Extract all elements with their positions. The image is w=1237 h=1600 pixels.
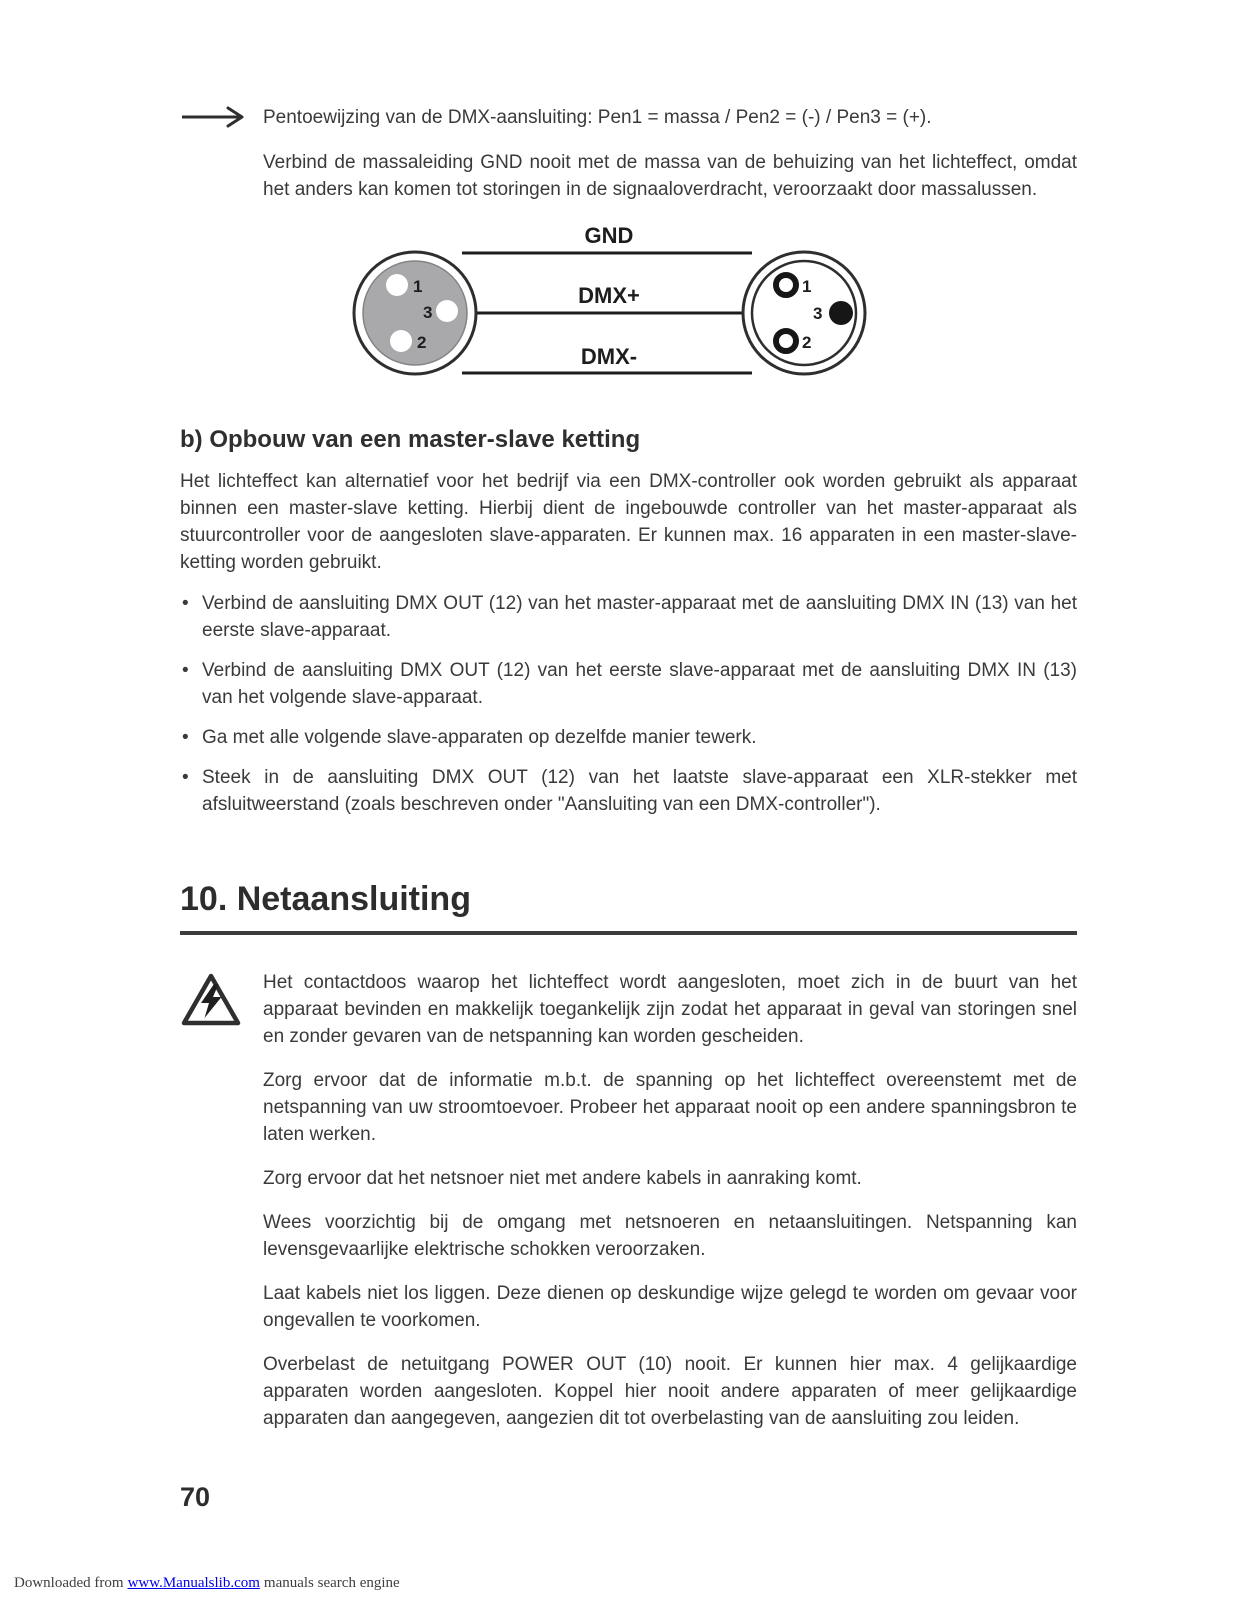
female-pin-1 (776, 275, 796, 295)
pin-assignment-text: Pentoewijzing van de DMX-aansluiting: Pen1 = massa / Pen2 = (-) / Pen3 = (+). (263, 107, 932, 128)
mains-warning-section (180, 969, 1077, 1449)
xlr-female-connector (743, 252, 865, 374)
female-pin-2-label: 2 (802, 333, 812, 352)
arrow-icon-column (180, 104, 263, 133)
master-slave-bullet-list (180, 590, 1077, 818)
male-pin-1 (386, 274, 408, 296)
body-paragraph: Wees voorzichtig bij de omgang met netsnoeren en netaansluitingen. Netspanning kan levensgevaarlijke elektrische schokken veroorzaken. (263, 1212, 1077, 1260)
gnd-warning-text: Verbind de massaleiding GND nooit met de massa van de behuizing van het lichteffect, omdat het anders kan komen tot storingen in de signaaloverdracht, veroorzaakt door massalussen. (263, 152, 1077, 200)
xlr-male-connector (354, 252, 476, 374)
section-10-heading: 10. Netaansluiting (180, 880, 1077, 935)
footer-prefix: Downloaded from (14, 1575, 124, 1591)
male-pin-2 (390, 330, 412, 352)
body-paragraph: Zorg ervoor dat de informatie m.b.t. de spanning op het lichteffect overeenstemt met de netspanning van uw stroomtoevoer. Probeer het apparaat nooit op een andere spanningsbron te laten werken. (263, 1070, 1077, 1145)
xlr-diagram-svg (352, 221, 872, 389)
male-pin-3 (436, 300, 458, 322)
section-b-intro-paragraph: Het lichteffect kan alternatief voor het bedrijf via een DMX-controller ook worden gebruikt als apparaat binnen een master-slave ketting. Hierbij dient de ingebouwde controller van het master-apparaat als stuurcontroller voor de aangesloten slave-apparaten. Er kunnen max. 16 apparaten in een master-slave-ketting worden gebruikt. (180, 471, 1077, 573)
female-pin-1-label: 1 (802, 277, 812, 296)
footer-suffix: manuals search engine (263, 1575, 400, 1591)
pin-assignment-note (180, 104, 1077, 133)
dmx-minus-label: DMX- (580, 344, 638, 369)
page-content (180, 104, 1077, 1449)
warning-icon-column (180, 969, 263, 1449)
warning-paragraph: Het contactdoos waarop het lichteffect wordt aangesloten, moet zich in de buurt van het apparaat bevinden en makkelijk toegankelijk zijn zodat het apparaat in geval van storingen snel en zonder gevaren van de netspanning kan worden gescheiden. (263, 972, 1077, 1047)
male-pin-2-label: 2 (417, 333, 427, 352)
male-pin-3-label: 3 (423, 303, 433, 322)
bullet-item: • Verbind de aansluiting DMX OUT (12) van het master-apparaat met de aansluiting DMX IN (13) van het eerste slave-apparaat. (180, 590, 1077, 644)
right-arrow-icon (180, 106, 248, 128)
xlr-wiring-diagram (352, 221, 1077, 394)
dmx-plus-label: DMX+ (578, 283, 640, 308)
page-number: 70 (180, 1482, 211, 1512)
male-pin-1-label: 1 (413, 277, 423, 296)
body-paragraph: Overbelast de netuitgang POWER OUT (10) nooit. Er kunnen hier max. 4 gelijkaardige apparaten worden aangesloten. Koppel hier nooit andere apparaten of meer gelijkaardige apparaten dan aangegeven, aangezien dit tot overbelasting van de aansluiting zou leiden. (263, 1354, 1077, 1429)
female-pin-3 (829, 301, 853, 325)
bullet-item: • Steek in de aansluiting DMX OUT (12) van het laatste slave-apparaat een XLR-stekker met afsluitweerstand (zoals beschreven onder "Aansluiting van een DMX-controller"). (180, 764, 1077, 818)
female-pin-2 (776, 331, 796, 351)
high-voltage-warning-icon (180, 971, 242, 1029)
bullet-item: • Ga met alle volgende slave-apparaten op dezelfde manier tewerk. (180, 724, 1077, 751)
section-b-heading: b) Opbouw van een master-slave ketting (180, 426, 641, 453)
footer (14, 1575, 400, 1592)
warning-text-column (263, 969, 1077, 1449)
body-paragraph: Laat kabels niet los liggen. Deze dienen op deskundige wijze gelegd te worden om gevaar voor ongevallen te voorkomen. (263, 1283, 1077, 1331)
body-paragraph: Zorg ervoor dat het netsnoer niet met andere kabels in aanraking komt. (263, 1168, 862, 1189)
female-pin-3-label: 3 (813, 304, 823, 323)
gnd-label: GND (584, 223, 634, 248)
manualslib-link[interactable]: www.Manualslib.com (127, 1575, 260, 1591)
bullet-item: • Verbind de aansluiting DMX OUT (12) van het eerste slave-apparaat met de aansluiting DMX IN (13) van het volgende slave-apparaat. (180, 657, 1077, 711)
